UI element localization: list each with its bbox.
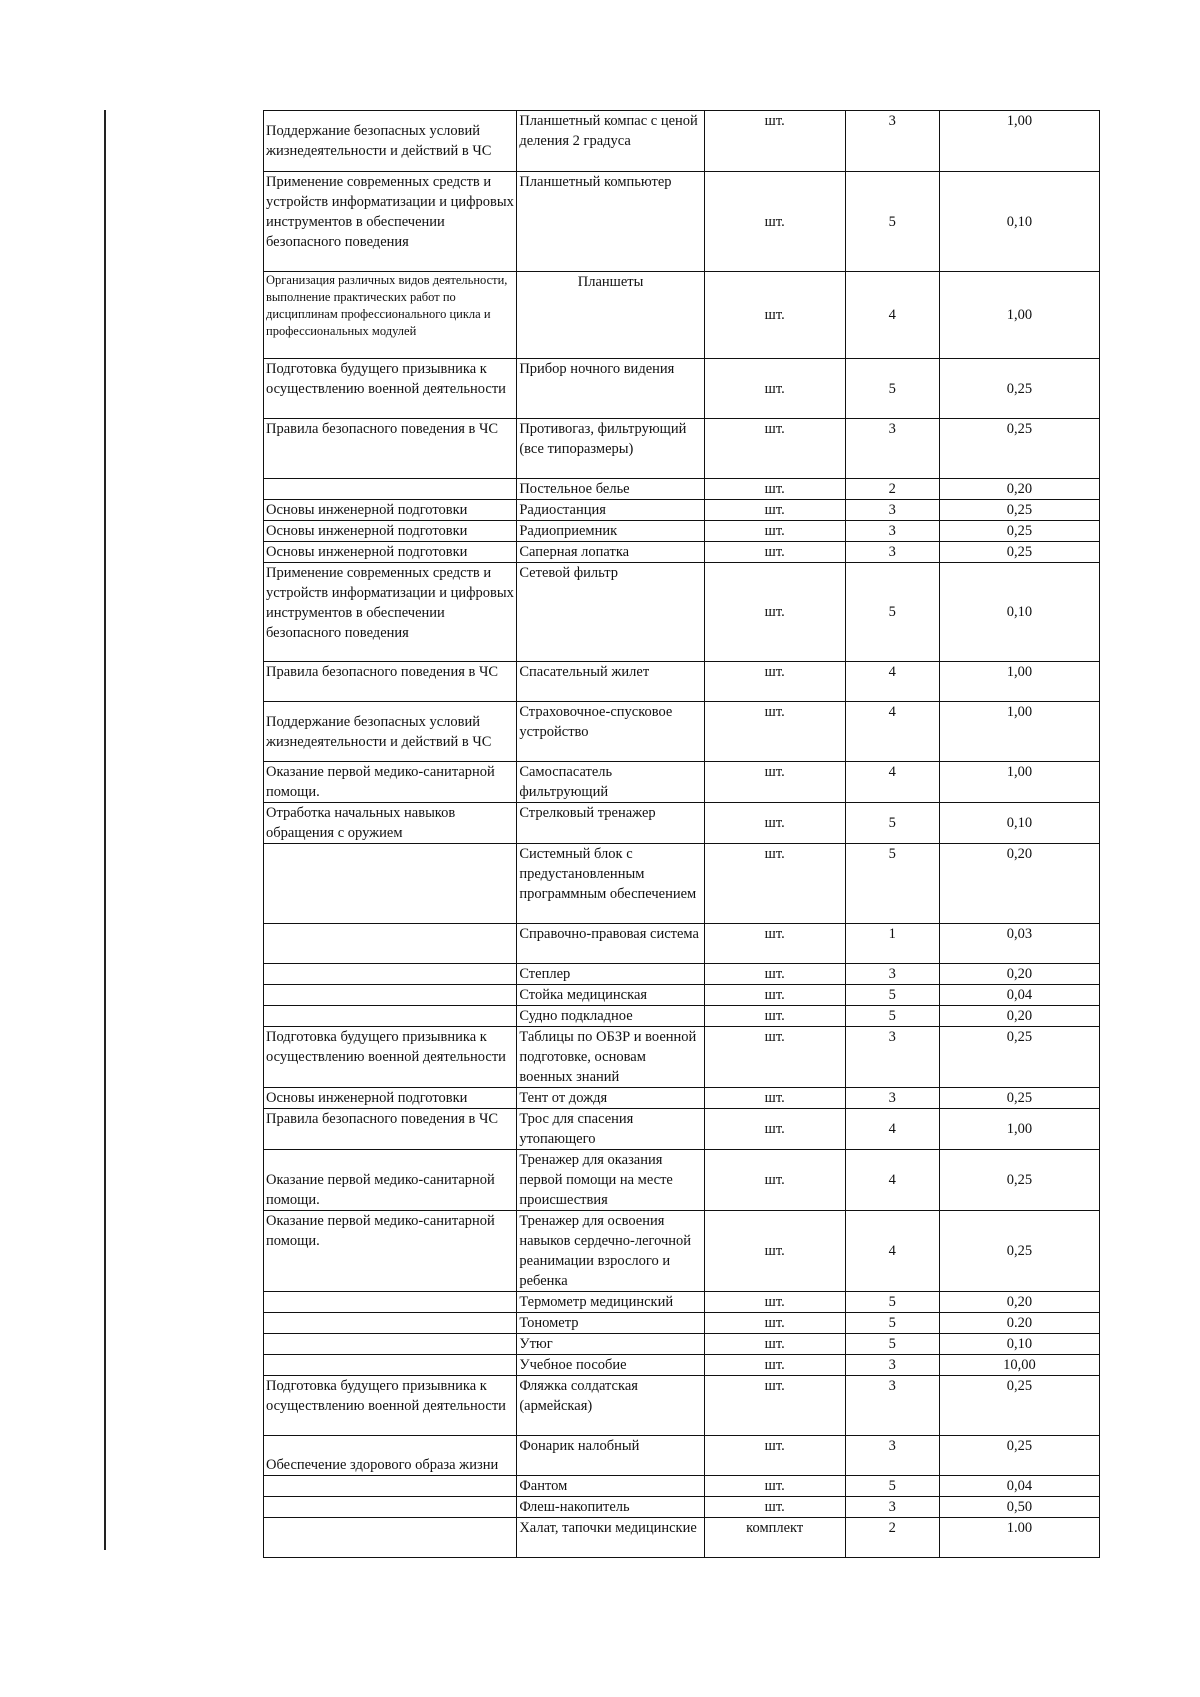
item-cell: Радиостанция — [517, 500, 704, 521]
table-row — [264, 111, 1100, 172]
item-cell: Страховочное-спусковое устройство — [517, 702, 704, 762]
norm-cell: 1.00 — [939, 1518, 1099, 1558]
table-row — [264, 1292, 1100, 1313]
table-row — [264, 359, 1100, 419]
qty-cell: 5 — [845, 1006, 939, 1027]
qty-cell: 3 — [845, 964, 939, 985]
norm-cell: 1,00 — [939, 1109, 1099, 1150]
unit-cell: шт. — [704, 1376, 845, 1436]
qty-cell: 4 — [845, 1109, 939, 1150]
norm-cell: 0,25 — [939, 500, 1099, 521]
qty-cell: 3 — [845, 500, 939, 521]
norm-cell: 0,10 — [939, 1334, 1099, 1355]
item-cell: Стрелковый тренажер — [517, 803, 704, 844]
qty-cell: 3 — [845, 1355, 939, 1376]
qty-cell: 5 — [845, 1292, 939, 1313]
unit-cell: шт. — [704, 542, 845, 563]
purpose-cell: Правила безопасного поведения в ЧС — [264, 419, 517, 479]
unit-cell: шт. — [704, 563, 845, 662]
unit-cell: шт. — [704, 1436, 845, 1476]
norm-cell: 1,00 — [939, 702, 1099, 762]
table-row — [264, 985, 1100, 1006]
norm-cell: 0,20 — [939, 1006, 1099, 1027]
norm-cell: 0,25 — [939, 521, 1099, 542]
qty-cell: 1 — [845, 924, 939, 964]
qty-cell: 2 — [845, 479, 939, 500]
unit-cell: шт. — [704, 272, 845, 359]
qty-cell: 5 — [845, 1313, 939, 1334]
unit-cell: шт. — [704, 500, 845, 521]
table-row — [264, 662, 1100, 702]
unit-cell: шт. — [704, 521, 845, 542]
norm-cell: 0,03 — [939, 924, 1099, 964]
item-cell: Халат, тапочки медицинские — [517, 1518, 704, 1558]
item-cell: Тренажер для освоения навыков сердечно-легочной реанимации взрослого и ребенка — [517, 1211, 704, 1292]
table-row — [264, 1355, 1100, 1376]
table-row — [264, 542, 1100, 563]
unit-cell: шт. — [704, 111, 845, 172]
unit-cell: шт. — [704, 419, 845, 479]
unit-cell: шт. — [704, 1313, 845, 1334]
table-row — [264, 272, 1100, 359]
table-row — [264, 1334, 1100, 1355]
purpose-cell — [264, 1497, 517, 1518]
table-row — [264, 1150, 1100, 1211]
item-cell: Самоспасатель фильтрующий — [517, 762, 704, 803]
item-cell: Тренажер для оказания первой помощи на месте происшествия — [517, 1150, 704, 1211]
table-row — [264, 172, 1100, 272]
left-margin-rule — [104, 110, 106, 1550]
qty-cell: 5 — [845, 844, 939, 924]
item-cell: Тонометр — [517, 1313, 704, 1334]
qty-cell: 4 — [845, 762, 939, 803]
unit-cell: шт. — [704, 1476, 845, 1497]
item-cell: Фляжка солдатская (армейская) — [517, 1376, 704, 1436]
qty-cell: 5 — [845, 1334, 939, 1355]
purpose-cell: Основы инженерной подготовки — [264, 521, 517, 542]
item-cell: Противогаз, фильтрующий (все типоразмеры) — [517, 419, 704, 479]
item-cell: Термометр медицинский — [517, 1292, 704, 1313]
table-row — [264, 762, 1100, 803]
item-cell: Справочно-правовая система — [517, 924, 704, 964]
purpose-cell: Правила безопасного поведения в ЧС — [264, 662, 517, 702]
unit-cell: шт. — [704, 359, 845, 419]
norm-cell: 0,04 — [939, 1476, 1099, 1497]
qty-cell: 4 — [845, 1150, 939, 1211]
item-cell: Стойка медицинская — [517, 985, 704, 1006]
qty-cell: 3 — [845, 542, 939, 563]
table-row — [264, 1313, 1100, 1334]
table-row — [264, 479, 1100, 500]
norm-cell: 0,25 — [939, 1027, 1099, 1088]
item-cell: Тент от дождя — [517, 1088, 704, 1109]
table-row — [264, 1376, 1100, 1436]
purpose-cell: Основы инженерной подготовки — [264, 500, 517, 521]
unit-cell: шт. — [704, 1027, 845, 1088]
qty-cell: 4 — [845, 702, 939, 762]
norm-cell: 1,00 — [939, 111, 1099, 172]
item-cell: Радиоприемник — [517, 521, 704, 542]
norm-cell: 1,00 — [939, 662, 1099, 702]
qty-cell: 3 — [845, 521, 939, 542]
norm-cell: 0,25 — [939, 1436, 1099, 1476]
table-row — [264, 1518, 1100, 1558]
item-cell: Планшеты — [517, 272, 704, 359]
unit-cell: шт. — [704, 479, 845, 500]
purpose-cell — [264, 1476, 517, 1497]
purpose-cell — [264, 844, 517, 924]
table-row — [264, 521, 1100, 542]
unit-cell: шт. — [704, 924, 845, 964]
norm-cell: 0,20 — [939, 479, 1099, 500]
purpose-cell: Организация различных видов деятельности, выполнение практических работ по дисциплинам профессионального цикла и профессиональных модулей — [264, 272, 517, 359]
purpose-cell: Поддержание безопасных условий жизнедеятельности и действий в ЧС — [264, 111, 517, 172]
unit-cell: шт. — [704, 803, 845, 844]
purpose-cell — [264, 985, 517, 1006]
norm-cell: 0,04 — [939, 985, 1099, 1006]
equipment-table — [263, 110, 1100, 1558]
table-row — [264, 1088, 1100, 1109]
norm-cell: 0,25 — [939, 1150, 1099, 1211]
qty-cell: 3 — [845, 1376, 939, 1436]
unit-cell: шт. — [704, 1355, 845, 1376]
purpose-cell: Оказание первой медико-санитарной помощи. — [264, 1150, 517, 1211]
purpose-cell: Подготовка будущего призывника к осуществлению военной деятельности — [264, 359, 517, 419]
norm-cell: 0,25 — [939, 542, 1099, 563]
qty-cell: 3 — [845, 1027, 939, 1088]
norm-cell: 0.20 — [939, 1313, 1099, 1334]
item-cell: Сетевой фильтр — [517, 563, 704, 662]
norm-cell: 0,20 — [939, 1292, 1099, 1313]
norm-cell: 1,00 — [939, 272, 1099, 359]
purpose-cell: Применение современных средств и устройств информатизации и цифровых инструментов в обеспечении безопасного поведения — [264, 563, 517, 662]
purpose-cell: Правила безопасного поведения в ЧС — [264, 1109, 517, 1150]
purpose-cell: Подготовка будущего призывника к осуществлению военной деятельности — [264, 1376, 517, 1436]
item-cell: Степлер — [517, 964, 704, 985]
unit-cell: шт. — [704, 1497, 845, 1518]
qty-cell: 5 — [845, 1476, 939, 1497]
purpose-cell — [264, 1355, 517, 1376]
norm-cell: 10,00 — [939, 1355, 1099, 1376]
table-row — [264, 1027, 1100, 1088]
unit-cell: шт. — [704, 1150, 845, 1211]
purpose-cell — [264, 1006, 517, 1027]
table-row — [264, 1497, 1100, 1518]
purpose-cell — [264, 1292, 517, 1313]
unit-cell: шт. — [704, 1292, 845, 1313]
qty-cell: 5 — [845, 803, 939, 844]
item-cell: Спасательный жилет — [517, 662, 704, 702]
table-row — [264, 1109, 1100, 1150]
table-row — [264, 844, 1100, 924]
item-cell: Планшетный компьютер — [517, 172, 704, 272]
purpose-cell: Основы инженерной подготовки — [264, 542, 517, 563]
unit-cell: шт. — [704, 1109, 845, 1150]
item-cell: Фонарик налобный — [517, 1436, 704, 1476]
norm-cell: 0,25 — [939, 359, 1099, 419]
table-row — [264, 1476, 1100, 1497]
qty-cell: 4 — [845, 662, 939, 702]
table-row — [264, 563, 1100, 662]
purpose-cell: Обеспечение здорового образа жизни — [264, 1436, 517, 1476]
qty-cell: 5 — [845, 563, 939, 662]
norm-cell: 0,25 — [939, 419, 1099, 479]
qty-cell: 3 — [845, 419, 939, 479]
item-cell: Прибор ночного видения — [517, 359, 704, 419]
purpose-cell — [264, 924, 517, 964]
unit-cell: шт. — [704, 1334, 845, 1355]
unit-cell: комплект — [704, 1518, 845, 1558]
item-cell: Флеш-накопитель — [517, 1497, 704, 1518]
norm-cell: 0,25 — [939, 1088, 1099, 1109]
unit-cell: шт. — [704, 1211, 845, 1292]
table-row — [264, 1211, 1100, 1292]
purpose-cell — [264, 479, 517, 500]
item-cell: Учебное пособие — [517, 1355, 704, 1376]
unit-cell: шт. — [704, 702, 845, 762]
purpose-cell: Оказание первой медико-санитарной помощи. — [264, 762, 517, 803]
table-row — [264, 1436, 1100, 1476]
qty-cell: 5 — [845, 985, 939, 1006]
norm-cell: 1,00 — [939, 762, 1099, 803]
item-cell: Саперная лопатка — [517, 542, 704, 563]
purpose-cell: Оказание первой медико-санитарной помощи. — [264, 1211, 517, 1292]
item-cell: Судно подкладное — [517, 1006, 704, 1027]
qty-cell: 5 — [845, 172, 939, 272]
table-row — [264, 702, 1100, 762]
table-row — [264, 500, 1100, 521]
qty-cell: 3 — [845, 1497, 939, 1518]
item-cell: Утюг — [517, 1334, 704, 1355]
norm-cell: 0,20 — [939, 964, 1099, 985]
unit-cell: шт. — [704, 172, 845, 272]
item-cell: Системный блок с предустановленным программным обеспечением — [517, 844, 704, 924]
norm-cell: 0,10 — [939, 803, 1099, 844]
item-cell: Планшетный компас с ценой деления 2 градуса — [517, 111, 704, 172]
purpose-cell — [264, 1518, 517, 1558]
qty-cell: 5 — [845, 359, 939, 419]
qty-cell: 2 — [845, 1518, 939, 1558]
purpose-cell: Подготовка будущего призывника к осуществлению военной деятельности — [264, 1027, 517, 1088]
purpose-cell — [264, 964, 517, 985]
unit-cell: шт. — [704, 1006, 845, 1027]
purpose-cell — [264, 1313, 517, 1334]
unit-cell: шт. — [704, 844, 845, 924]
norm-cell: 0,10 — [939, 172, 1099, 272]
purpose-cell: Основы инженерной подготовки — [264, 1088, 517, 1109]
table-row — [264, 964, 1100, 985]
purpose-cell: Применение современных средств и устройств информатизации и цифровых инструментов в обеспечении безопасного поведения — [264, 172, 517, 272]
norm-cell: 0,10 — [939, 563, 1099, 662]
norm-cell: 0,25 — [939, 1211, 1099, 1292]
purpose-cell: Отработка начальных навыков обращения с оружием — [264, 803, 517, 844]
qty-cell: 3 — [845, 111, 939, 172]
norm-cell: 0,25 — [939, 1376, 1099, 1436]
qty-cell: 4 — [845, 272, 939, 359]
qty-cell: 4 — [845, 1211, 939, 1292]
purpose-cell — [264, 1334, 517, 1355]
item-cell: Фантом — [517, 1476, 704, 1497]
unit-cell: шт. — [704, 1088, 845, 1109]
unit-cell: шт. — [704, 964, 845, 985]
qty-cell: 3 — [845, 1088, 939, 1109]
unit-cell: шт. — [704, 662, 845, 702]
item-cell: Таблицы по ОБЗР и военной подготовке, основам военных знаний — [517, 1027, 704, 1088]
table-row — [264, 1006, 1100, 1027]
unit-cell: шт. — [704, 985, 845, 1006]
item-cell: Трос для спасения утопающего — [517, 1109, 704, 1150]
purpose-cell: Поддержание безопасных условий жизнедеятельности и действий в ЧС — [264, 702, 517, 762]
table-row — [264, 924, 1100, 964]
qty-cell: 3 — [845, 1436, 939, 1476]
norm-cell: 0,20 — [939, 844, 1099, 924]
item-cell: Постельное белье — [517, 479, 704, 500]
norm-cell: 0,50 — [939, 1497, 1099, 1518]
unit-cell: шт. — [704, 762, 845, 803]
table-row — [264, 419, 1100, 479]
table-row — [264, 803, 1100, 844]
